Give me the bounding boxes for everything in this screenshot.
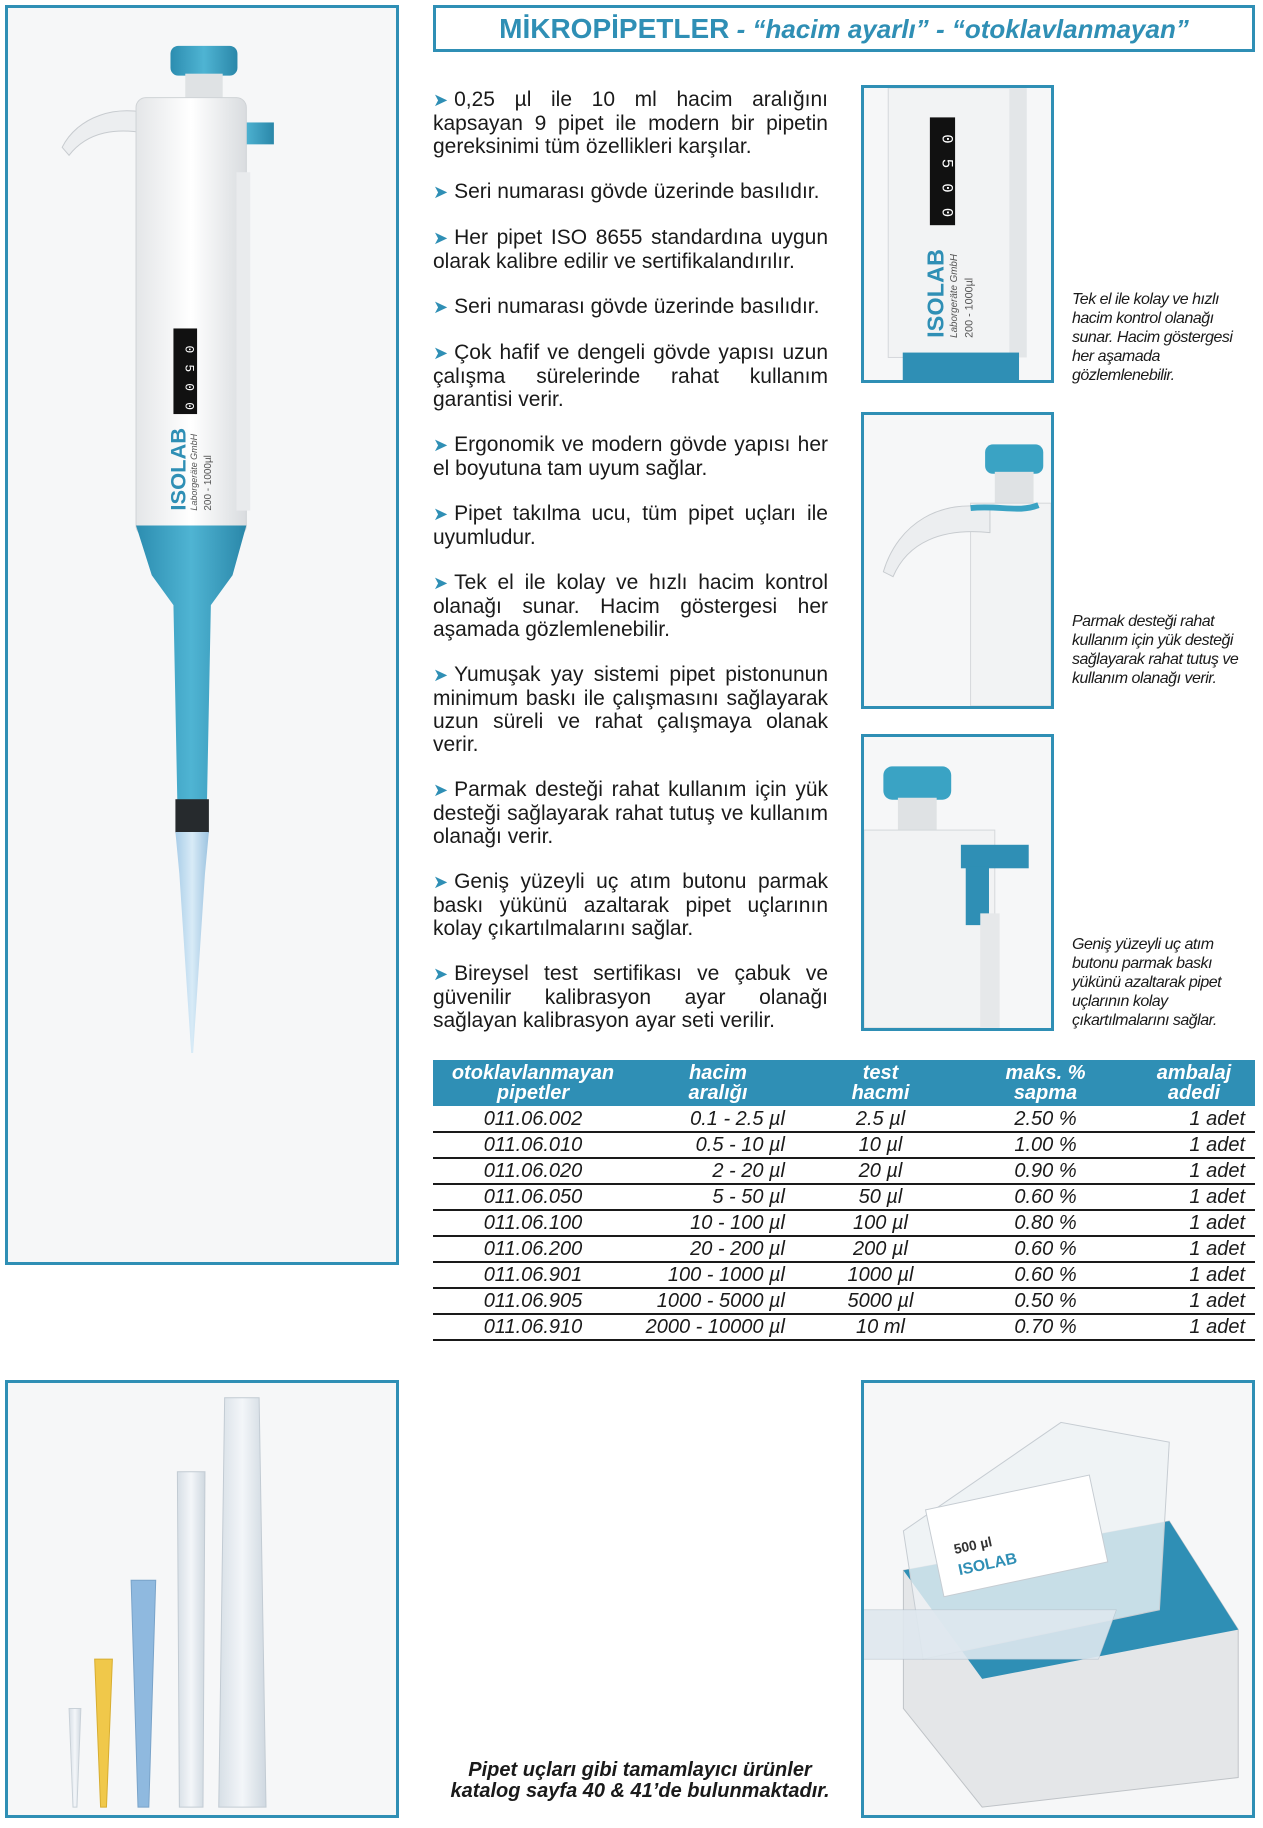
- column-header: test hacmi: [803, 1060, 958, 1106]
- arrow-right-icon: ➤: [433, 964, 449, 984]
- tip-box-photo: [861, 1380, 1255, 1818]
- table-header-row: [433, 1060, 1255, 1106]
- pipette-photo: [5, 5, 399, 1265]
- arrow-right-icon: ➤: [433, 297, 449, 317]
- pipette-tips-illustration: [8, 1383, 396, 1815]
- pipette-display-digit: 0: [181, 402, 197, 410]
- pipette-brand-label: ISOLAB: [165, 427, 191, 511]
- caption-finger-hook: Parmak desteği rahat kullanım için yük desteği sağlayarak rahat tutuş ve kullanım olanağı verir.: [1072, 613, 1239, 687]
- feature-item: ➤ 0,25 µl ile 10 ml hacim aralığını kapsayan 9 pipet ile modern bir pipetin gereksinimi tüm özellikleri karşılar.: [433, 88, 828, 158]
- pipette-tips-photo: [5, 1380, 399, 1818]
- pipette-display-digit: 5: [181, 364, 197, 373]
- feature-item: ➤ Geniş yüzeyli uç atım butonu parmak baskı yükünü azaltarak pipet uçlarının kolay çıkartılmalarını sağlar.: [433, 870, 828, 940]
- title-main: MİKROPİPETLER: [499, 13, 730, 44]
- footnote-line-2: katalog sayfa 40 & 41’de bulunmaktadır.: [450, 1780, 830, 1802]
- arrow-right-icon: ➤: [433, 504, 449, 524]
- caption-eject-button: Geniş yüzeyli uç atım butonu parmak baskı yükünü azaltarak pipet uçlarının kolay çıkartılmalarını sağlar.: [1072, 936, 1222, 1029]
- dial-display-digit: 5: [937, 158, 956, 169]
- dial-brand-label: ISOLAB: [922, 249, 949, 338]
- caption-dial: Tek el ile kolay ve hızlı hacim kontrol olanağı sunar. Hacim göstergesi her aşamada gözlemlenebilir.: [1072, 291, 1233, 384]
- pipette-display-digit: 0: [181, 345, 197, 354]
- arrow-right-icon: ➤: [433, 343, 449, 363]
- detail-photo-finger-hook: [861, 412, 1054, 709]
- finger-hook-illustration: [864, 415, 1051, 706]
- table-row: 011.06.002 0.1 - 2.5 µl 2.5 µl 2.50 % 1 adet: [433, 1106, 1255, 1132]
- feature-item: ➤ Tek el ile kolay ve hızlı hacim kontrol olanağı sunar. Hacim göstergesi her aşamada gözlemlenebilir.: [433, 571, 828, 641]
- feature-item: ➤ Çok hafif ve dengeli gövde yapısı uzun çalışma sürelerinde rahat kullanım garantisi verir.: [433, 341, 828, 411]
- table-row: 011.06.910 2000 - 10000 µl 10 ml 0.70 % 1 adet: [433, 1314, 1255, 1340]
- volume-dial-illustration: [864, 88, 1051, 380]
- feature-item: ➤ Seri numarası gövde üzerinde basılıdır.: [433, 295, 820, 318]
- feature-item: ➤ Parmak desteği rahat kullanım için yük desteği sağlayarak rahat tutuş ve kullanım olanağı verir.: [433, 778, 828, 848]
- table-row: 011.06.905 1000 - 5000 µl 5000 µl 0.50 % 1 adet: [433, 1288, 1255, 1314]
- arrow-right-icon: ➤: [433, 780, 449, 800]
- detail-photo-dial: [861, 85, 1054, 383]
- dial-display-digit: 0: [937, 183, 956, 193]
- arrow-right-icon: ➤: [433, 872, 449, 892]
- table-row: 011.06.901 100 - 1000 µl 1000 µl 0.60 % 1 adet: [433, 1262, 1255, 1288]
- arrow-right-icon: ➤: [433, 90, 449, 110]
- arrow-right-icon: ➤: [433, 182, 449, 202]
- footnote-line-1: Pipet uçları gibi tamamlayıcı ürünler: [468, 1759, 812, 1781]
- column-header: otoklavlanmayan pipetler: [433, 1060, 633, 1106]
- page-title: [433, 5, 1255, 52]
- arrow-right-icon: ➤: [433, 435, 449, 455]
- eject-button-illustration: [864, 737, 1051, 1028]
- title-subtitle: - “hacim ayarlı” - “otoklavlanmayan”: [729, 14, 1189, 44]
- arrow-right-icon: ➤: [433, 573, 449, 593]
- dial-display-digit: 0: [937, 134, 956, 144]
- table-row: 011.06.100 10 - 100 µl 100 µl 0.80 % 1 adet: [433, 1210, 1255, 1236]
- feature-item: ➤ Her pipet ISO 8655 standardına uygun olarak kalibre edilir ve sertifikalandırılır.: [433, 226, 828, 273]
- pipette-maker-label: Laborgeräte GmbH: [189, 433, 200, 511]
- tip-box-illustration: [864, 1383, 1252, 1815]
- table-row: 011.06.020 2 - 20 µl 20 µl 0.90 % 1 adet: [433, 1158, 1255, 1184]
- pipette-range-label: 200 - 1000µl: [202, 455, 214, 511]
- footnote: [440, 1760, 840, 1802]
- column-header: hacim aralığı: [633, 1060, 803, 1106]
- feature-item: ➤ Pipet takılma ucu, tüm pipet uçları ile uyumludur.: [433, 502, 828, 549]
- table-row: 011.06.050 5 - 50 µl 50 µl 0.60 % 1 adet: [433, 1184, 1255, 1210]
- table-row: 011.06.200 20 - 200 µl 200 µl 0.60 % 1 adet: [433, 1236, 1255, 1262]
- dial-display-digit: 0: [937, 207, 956, 218]
- arrow-right-icon: ➤: [433, 665, 449, 685]
- pipette-illustration: [8, 8, 396, 1262]
- tip-box-volume-label: 500 µl: [952, 1534, 994, 1557]
- feature-item: ➤ Ergonomik ve modern gövde yapısı her el boyutuna tam uyum sağlar.: [433, 433, 828, 480]
- feature-item: ➤ Seri numarası gövde üzerinde basılıdır.: [433, 180, 820, 203]
- feature-item: ➤ Bireysel test sertifikası ve çabuk ve güvenilir kalibrasyon ayar olanağı sağlayan kalibrasyon ayar seti verilir.: [433, 962, 828, 1032]
- feature-item: ➤ Yumuşak yay sistemi pipet pistonunun minimum baskı ile çalışmasını sağlayarak uzun süreli ve rahat çalışmaya olanak verir.: [433, 663, 828, 756]
- column-header: ambalaj adedi: [1133, 1060, 1255, 1106]
- arrow-right-icon: ➤: [433, 228, 449, 248]
- feature-list: [433, 88, 828, 1054]
- table-row: 011.06.010 0.5 - 10 µl 10 µl 1.00 % 1 adet: [433, 1132, 1255, 1158]
- dial-range-label: 200 - 1000µl: [963, 277, 976, 338]
- pipette-display-digit: 0: [181, 383, 197, 392]
- tip-box-brand-label: ISOLAB: [956, 1550, 1019, 1580]
- detail-photo-eject-button: [861, 734, 1054, 1031]
- column-header: maks. % sapma: [958, 1060, 1133, 1106]
- specs-table: [433, 1060, 1255, 1341]
- dial-maker-label: Laborgeräte GmbH: [949, 254, 960, 338]
